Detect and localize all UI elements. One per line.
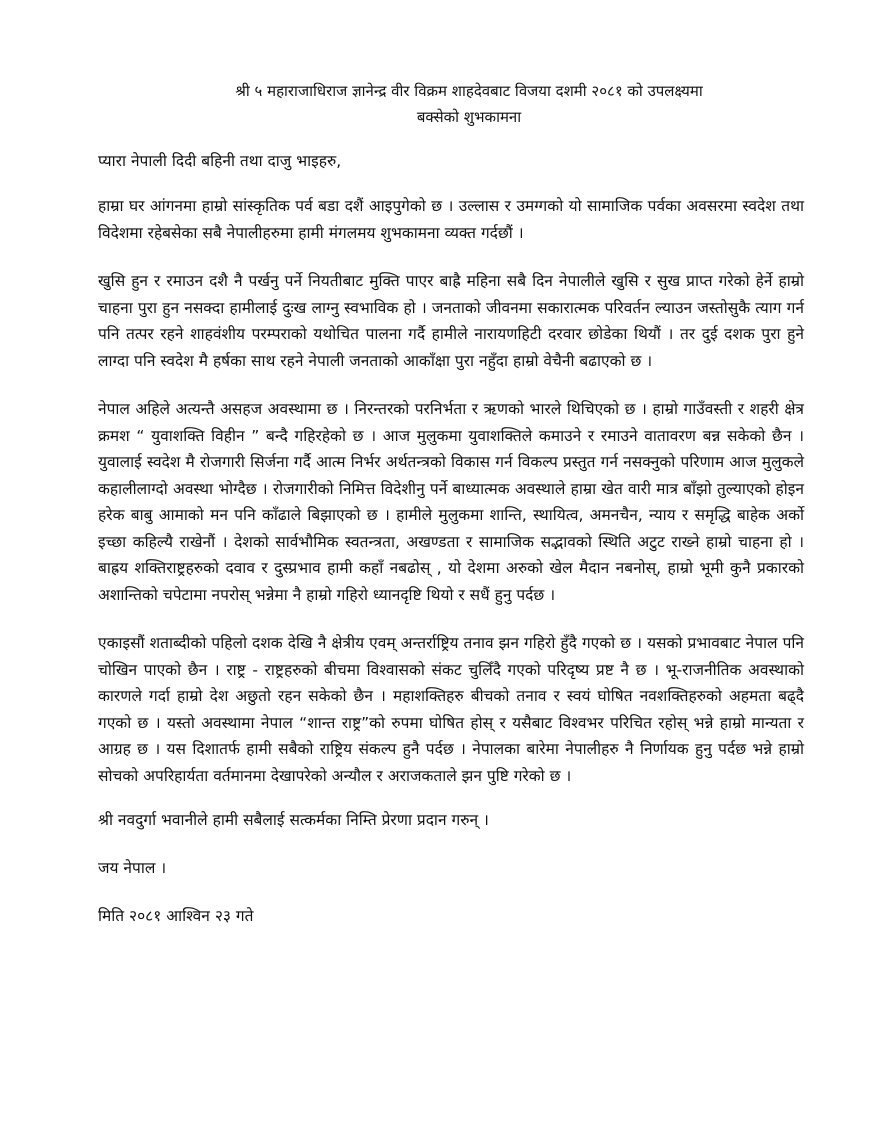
title-line-1: श्री ५ महाराजाधिराज ज्ञानेन्द्र वीर विक्रम शाहदेवबाट विजया दशमी २०८१ को उपलक्ष्यमा xyxy=(235,82,703,100)
paragraph-geopolitics: एकाइसौं शताब्दीको पहिलो दशक देखि नै क्षेत्रीय एवम् अन्तर्राष्ट्रिय तनाव झन गहिरो हुँदै गएको छ । यसको प्रभावबाट नेपाल पनि चोखिन पाएको छैन । राष्ट्र - राष्ट्रहरुको बीचमा विश्वासको संकट चुलिँदै गएको परिदृष्य प्रष्ट नै छ । भू-राजनीतिक अवस्थाको कारणले गर्दा हाम्रो देश अछुतो रहन सकेको छैन । महाशक्तिहरु बीचको तनाव र स्वयं घोषित नवशक्तिहरुको अहमता बढ्दै गएको छ । यस्तो अवस्थामा नेपाल “शान्त राष्ट्र”को रुपमा घोषित होस् र यसैबाट विश्वभर परिचित रहोस् भन्ने हाम्रो मान्यता र आग्रह छ । यस दिशातर्फ हामी सबैको राष्ट्रिय संकल्प हुनै पर्दछ । नेपालका बारेमा नेपालीहरु नै निर्णायक हुनु पर्दछ भन्ने हाम्रो सोचको अपरिहार्यता वर्तमानमा देखापरेको अन्यौल र अराजकताले झन पुष्टि गरेको छ । xyxy=(98,634,804,785)
date-line: मिति २०८१ आश्विन २३ गते xyxy=(98,907,254,925)
paragraph-situation: नेपाल अहिले अत्यन्तै असहज अवस्थामा छ । निरन्तरको परनिर्भता र ऋणको भारले थिचिएको छ । हाम्रो गाउँवस्ती र शहरी क्षेत्र क्रमश “ युवाशक्ति विहीन ” बन्दै गहिरहेको छ । आज मुलुकमा युवाशक्तिले कमाउने र रमाउने वातावरण बन्न सकेको छैन । युवालाई स्वदेश मै रोजगारी सिर्जना गर्दै आत्म निर्भर अर्थतन्त्रको विकास गर्न विकल्प प्रस्तुत गर्न नसक्नुको परिणाम आज मुलुकले कहालीलाग्दो अवस्था भोग्दैछ । रोजगारीको निमित्त विदेशीनु पर्ने बाध्यात्मक अवस्थाले हाम्रा खेत वारी मात्र बाँझो तुल्याएको होइन हरेक बाबु आमाको मन पनि काँढाले बिझाएको छ । हामीले मुलुकमा शान्ति, स्थायित्व, अमनचैन, न्याय र समृद्धि बाहेक अर्को इच्छा कहिल्यै राखेनौं । देशको सार्वभौमिक स्वतन्त्रता, अखण्डता र सामाजिक सद्भावको स्थिति अटुट राख्ने हाम्रो चाहना हो । बाह्रय शक्तिराष्ट्रहरुको दवाव र दुस्प्रभाव हामी कहाँ नबढोस् , यो देशमा अरुको खेल मैदान नबनोस्, हाम्रो भूमी कुनै प्रकारको अशान्तिको चपेटामा नपरोस् भन्नेमा नै हाम्रो गहिरो ध्यानदृष्टि थियो र सधैं हुनु पर्दछ । xyxy=(98,400,804,604)
title-line-2: बक्सेको शुभकामना xyxy=(416,108,522,126)
document-title xyxy=(98,78,804,130)
blessing: श्री नवदुर्गा भवानीले हामी सबैलाई सत्कर्मका निम्ति प्रेरणा प्रदान गरुन् । xyxy=(98,811,489,829)
paragraph-greeting: हाम्रा घर आंगनमा हाम्रो सांस्कृतिक पर्व बडा दशैं आइपुगेको छ । उल्लास र उमग्गको यो सामाजिक पर्वका अवसरमा स्वदेश तथा विदेशमा रहेबसेका सबै नेपालीहरुमा हामी मंगलमय शुभकामना व्यक्त गर्दछौं । xyxy=(98,197,804,242)
jay-nepal: जय नेपाल । xyxy=(98,859,167,877)
paragraph-happiness: खुसि हुन र रमाउन दशै नै पर्खनु पर्ने नियतीबाट मुक्ति पाएर बाह्रै महिना सबै दिन नेपालीले खुसि र सुख प्राप्त गरेको हेर्ने हाम्रो चाहना पुरा हुन नसक्दा हामीलाई दुःख लाग्नु स्वभाविक हो । जनताको जीवनमा सकारात्मक परिवर्तन ल्याउन जस्तोसुकै त्याग गर्न पनि तत्पर रहने शाहवंशीय परम्पराको यथोचित पालना गर्दै हामीले नारायणहिटी दरवार छोडेका थियौं । तर दुई दशक पुरा हुने लाग्दा पनि स्वदेश मै हर्षका साथ रहने नेपाली जनताको आकाँक्षा पुरा नहुँदा हाम्रो वेचैनी बढाएको छ । xyxy=(98,272,804,370)
salutation: प्यारा नेपाली दिदी बहिनी तथा दाजु भाइहरु, xyxy=(98,152,342,170)
